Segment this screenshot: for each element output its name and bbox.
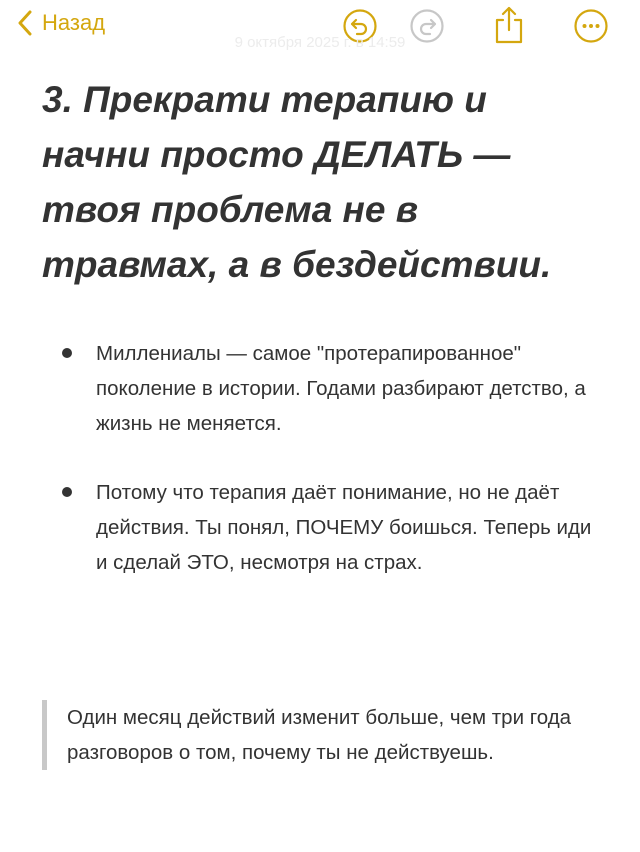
back-button[interactable]: [18, 10, 105, 36]
bullet-icon: [62, 348, 72, 358]
list-item[interactable]: [0, 475, 596, 580]
note-date: 9 октября 2025 г. в 14:59: [234, 34, 406, 51]
navigation-bar: [0, 0, 640, 56]
back-label: Назад: [42, 10, 106, 35]
list-item-text: Миллениалы — самое "протерапированное" поколение в истории. Годами разбирают детство, а жизнь не меняется.: [96, 342, 586, 435]
block-quote[interactable]: Один месяц действий изменит больше, чем три года разговоров о том, почему ты не действуешь.: [42, 700, 627, 770]
list-item-text: Потому что терапия даёт понимание, но не даёт действия. Ты понял, ПОЧЕМУ боишься. Теперь иди и сделай ЭТО, несмотря на страх.: [96, 481, 592, 574]
bullet-list: [0, 336, 640, 614]
note-title[interactable]: 3. Прекрати терапию и начни просто ДЕЛАТЬ — твоя проблема не в травмах, а в бездействии.: [42, 79, 552, 285]
list-item[interactable]: [0, 336, 596, 441]
bullet-icon: [62, 487, 72, 497]
chevron-left-icon: [18, 10, 32, 36]
